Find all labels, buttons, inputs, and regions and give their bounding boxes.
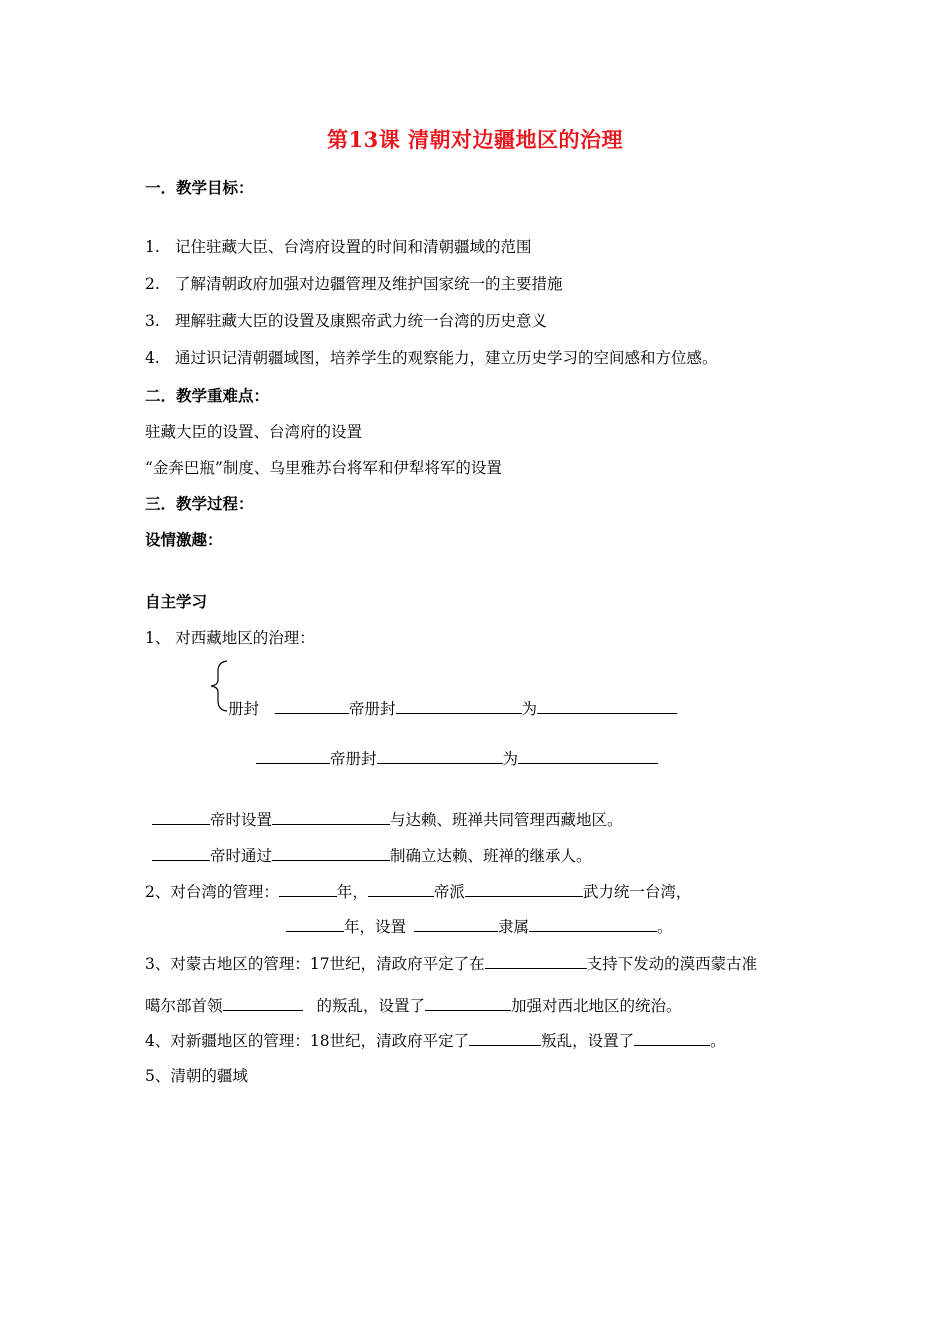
- fill-text: 武力统一台湾，: [582, 883, 692, 901]
- blank-field[interactable]: [279, 881, 337, 897]
- self-study-label: 自主学习: [145, 592, 208, 611]
- question-1-label: 1、 对西藏地区的治理：: [145, 629, 315, 647]
- fill-text: 帝册封: [330, 750, 377, 768]
- item-number: 4.: [145, 349, 160, 367]
- q1-fill-line-2: [256, 748, 658, 769]
- question-2-line-1: [145, 881, 691, 902]
- fill-text: 帝派: [433, 883, 465, 901]
- fill-text: 年，设置: [344, 918, 407, 936]
- curly-brace-icon: [203, 660, 229, 712]
- q1-fill-line-1: [228, 698, 677, 719]
- blank-field[interactable]: [485, 953, 587, 969]
- blank-field[interactable]: [396, 698, 522, 714]
- fill-text: 4、对新疆地区的管理：18世纪，清政府平定了: [145, 1032, 470, 1050]
- blank-field[interactable]: [152, 809, 210, 825]
- fill-text: 年，: [336, 883, 368, 901]
- fill-text: 支持下发动的漠西蒙古准: [586, 955, 758, 973]
- blank-field[interactable]: [223, 995, 303, 1011]
- fill-text: 帝册封: [349, 700, 396, 718]
- keypoint-line: “金奔巴瓶”制度、乌里雅苏台将军和伊犁将军的设置: [145, 459, 502, 477]
- blank-field[interactable]: [537, 698, 677, 714]
- question-3-line-2: [145, 995, 682, 1016]
- section-heading-keypoints: 二．教学重难点：: [145, 386, 270, 405]
- fill-text: 。: [710, 1032, 726, 1050]
- blank-field[interactable]: [425, 995, 511, 1011]
- fill-text: 加强对西北地区的统治。: [511, 997, 682, 1015]
- q1-fill-line-4: [152, 845, 592, 866]
- blank-field[interactable]: [529, 916, 657, 932]
- blank-field[interactable]: [286, 916, 344, 932]
- fill-text: 叛乱，设置了: [541, 1032, 635, 1050]
- blank-field[interactable]: [368, 881, 434, 897]
- fill-text: 的叛乱，设置了: [316, 997, 426, 1015]
- question-5-label: 5、清朝的疆域: [145, 1067, 248, 1085]
- fill-text: 3、对蒙古地区的管理：17世纪，清政府平定了在: [145, 955, 485, 973]
- goal-item: [145, 274, 563, 294]
- keypoint-line: 驻藏大臣的设置、台湾府的设置: [145, 423, 363, 441]
- intro-label: 设情激趣：: [145, 530, 223, 549]
- fill-text: 帝时通过: [210, 847, 273, 865]
- blank-field[interactable]: [465, 881, 583, 897]
- blank-field[interactable]: [272, 845, 390, 861]
- question-2-line-2: [286, 916, 673, 937]
- item-text: 了解清朝政府加强对边疆管理及维护国家统一的主要措施: [175, 275, 563, 293]
- question-2-label: 2、对台湾的管理：: [145, 883, 279, 901]
- section-heading-goals: 一．教学目标：: [145, 178, 254, 197]
- fill-text: 帝时设置: [210, 811, 273, 829]
- blank-field[interactable]: [518, 748, 658, 764]
- item-number: 1.: [145, 238, 160, 256]
- q1-fill-line-3: [152, 809, 623, 830]
- blank-field[interactable]: [634, 1030, 710, 1046]
- fill-text: 。: [657, 918, 673, 936]
- ce-label: 册封: [228, 700, 260, 718]
- page-title: 第13课 清朝对边疆地区的治理: [326, 127, 624, 152]
- fill-text: 噶尔部首领: [145, 997, 223, 1015]
- goal-item: [145, 348, 718, 368]
- goal-item: [145, 237, 532, 257]
- question-3-line-1: [145, 953, 757, 974]
- fill-text: 与达赖、班禅共同管理西藏地区。: [390, 811, 623, 829]
- fill-text: 为: [521, 700, 538, 718]
- item-text: 理解驻藏大臣的设置及康熙帝武力统一台湾的历史意义: [175, 312, 548, 330]
- blank-field[interactable]: [152, 845, 210, 861]
- fill-text: 隶属: [498, 918, 530, 936]
- item-text: 通过识记清朝疆域图，培养学生的观察能力，建立历史学习的空间感和方位感。: [175, 349, 718, 367]
- item-text: 记住驻藏大臣、台湾府设置的时间和清朝疆域的范围: [175, 238, 532, 256]
- item-number: 3.: [145, 312, 160, 330]
- blank-field[interactable]: [272, 809, 390, 825]
- blank-field[interactable]: [377, 748, 503, 764]
- question-4-line: [145, 1030, 726, 1051]
- fill-text: 制确立达赖、班禅的继承人。: [390, 847, 592, 865]
- blank-field[interactable]: [256, 748, 330, 764]
- section-heading-process: 三．教学过程：: [145, 494, 254, 513]
- blank-field[interactable]: [275, 698, 349, 714]
- blank-field[interactable]: [469, 1030, 541, 1046]
- blank-field[interactable]: [414, 916, 498, 932]
- goal-item: [145, 311, 547, 331]
- item-number: 2.: [145, 275, 160, 293]
- fill-text: 为: [502, 750, 519, 768]
